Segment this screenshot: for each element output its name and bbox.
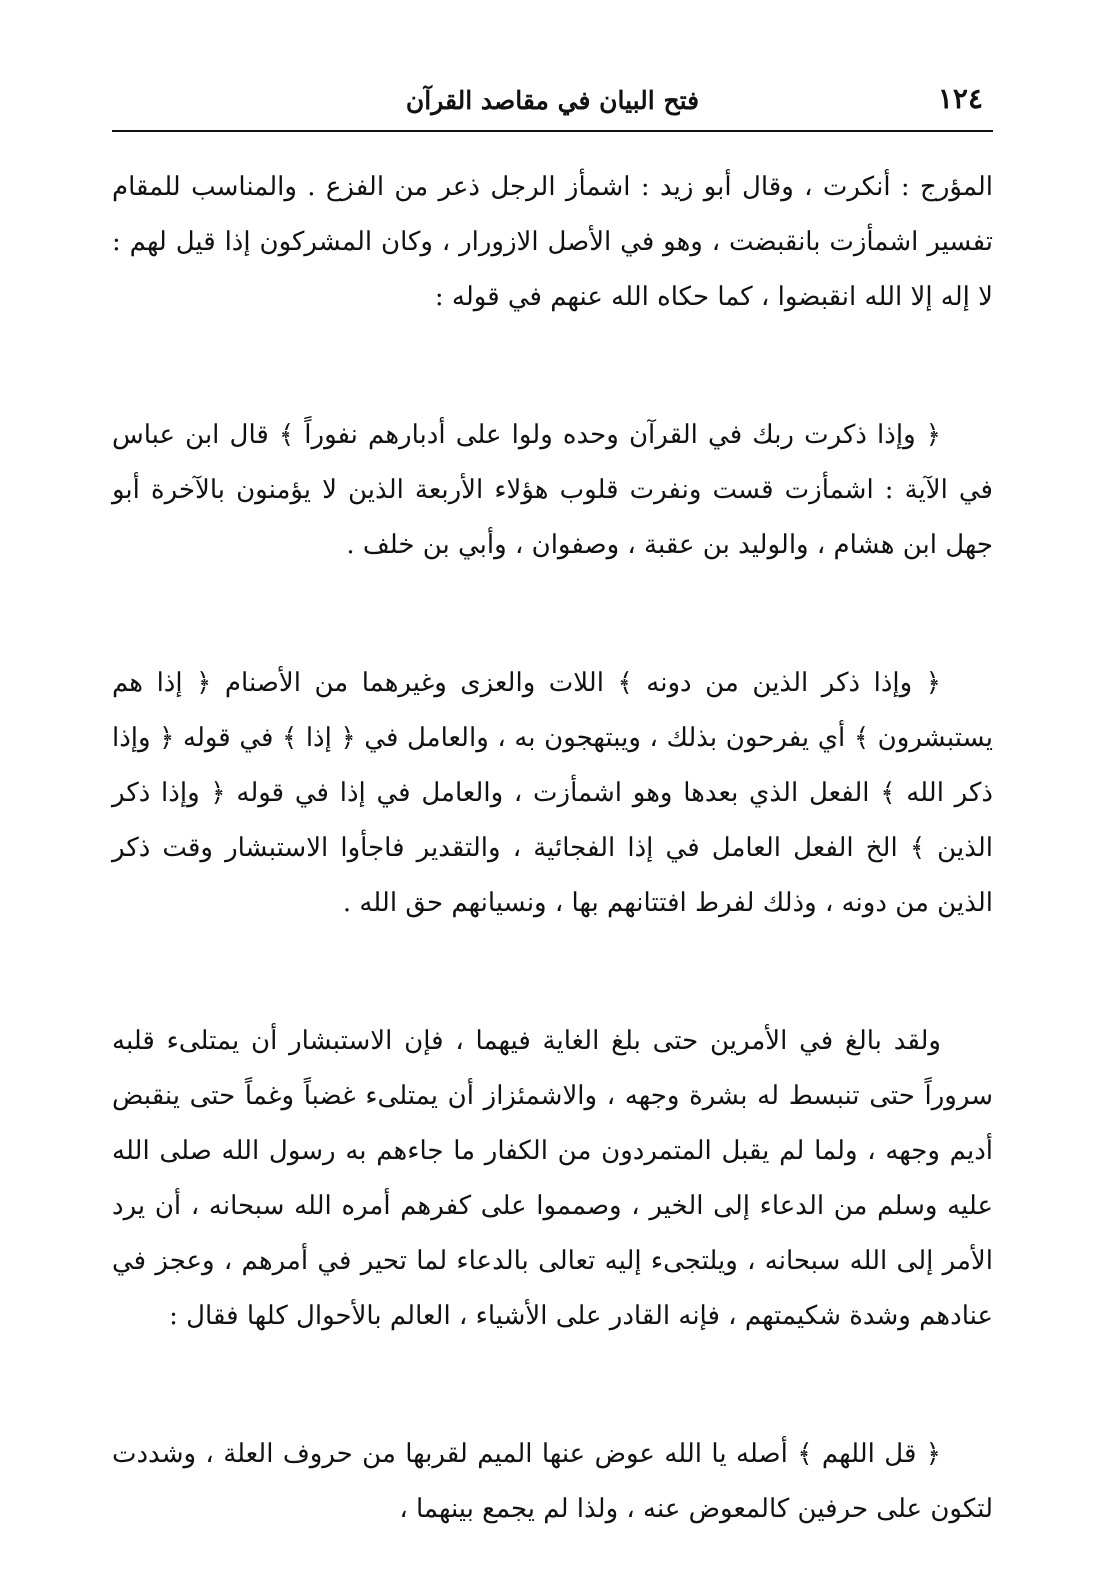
paragraph-verse-3: ﴿ قل اللهم ﴾ أصله يا الله عوض عنها الميم لقربها من حروف العلة ، وشددت لتكون على حرفين كالمعوض عنه ، ولذا لم يجمع بينهما ، [112,1439,993,1524]
paragraph-commentary: ولقد بالغ في الأمرين حتى بلغ الغاية فيهما ، فإن الاستبشار أن يمتلىء قلبه سروراً حتى تنبسط له بشرة وجهه ، والاشمئزاز أن يمتلىء غضباً وغماً حتى ينقبض أديم وجهه ، ولما لم يقبل المتمردون من الكفار ما جاءهم به رسول الله صلى الله عليه وسلم من الدعاء إلى الخير ، وصمموا على كفرهم أمره الله سبحانه ، أن يرد الأمر إلى الله سبحانه ، ويلتجىء إليه تعالى بالدعاء لما تحير في أمرهم ، وعجز في عنادهم وشدة شكيمتهم ، فإنه القادر على الأشياء ، العالم بالأحوال كلها فقال : [112,1026,993,1331]
running-title: فتح البيان في مقاصد القرآن [405,86,700,115]
paragraph-continuation: المؤرج : أنكرت ، وقال أبو زيد : اشمأز الرجل ذعر من الفزع . والمناسب للمقام تفسير اشمأزت بانقبضت ، وهو في الأصل الازورار ، وكان المشركون إذا قيل لهم : لا إله إلا الله انقبضوا ، كما حكاه الله عنهم في قوله : [112,172,993,312]
page-body [112,160,993,1537]
paragraph-verse-1: ﴿ وإذا ذكرت ربك في القرآن وحده ولوا على أدبارهم نفوراً ﴾ قال ابن عباس في الآية : اشمأزت قست ونفرت قلوب هؤلاء الأربعة الذين لا يؤمنون بالآخرة أبو جهل ابن هشام ، والوليد بن عقبة ، وصفوان ، وأبي بن خلف . [112,420,993,560]
paragraph-verse-2: ﴿ وإذا ذكر الذين من دونه ﴾ اللات والعزى وغيرهما من الأصنام ﴿ إذا هم يستبشرون ﴾ أي يفرحون بذلك ، ويبتهجون به ، والعامل في ﴿ إذا ﴾ في قوله ﴿ وإذا ذكر الله ﴾ الفعل الذي بعدها وهو اشمأزت ، والعامل في إذا في قوله ﴿ وإذا ذكر الذين ﴾ الخ الفعل العامل في إذا الفجائية ، والتقدير فاجأوا الاستبشار وقت ذكر الذين من دونه ، وذلك لفرط افتتانهم بها ، ونسيانهم حق الله . [112,668,993,918]
page-header [112,80,993,132]
page-number: ١٢٤ [937,82,983,115]
